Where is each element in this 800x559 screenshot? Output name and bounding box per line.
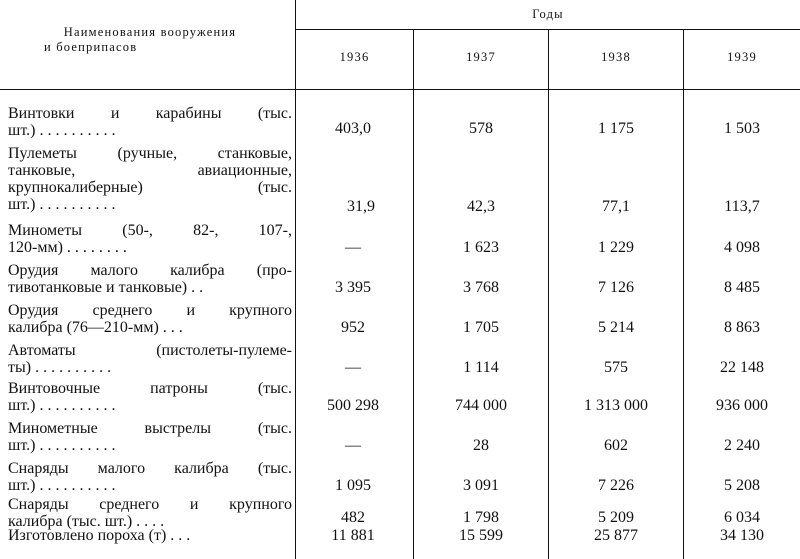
table-cell-1936: 500 298 [327,397,379,414]
table-cell-1938: 5 214 [598,319,634,336]
table-cell-1936: 1 095 [335,477,371,494]
years-group-header: Годы [532,7,564,21]
row-label [8,380,292,414]
table-cell-1937: 15 599 [459,527,503,544]
table-cell-1939: 2 240 [724,437,760,454]
table-cell-1938: 77,1 [602,198,630,215]
table-cell-1936: — [345,437,361,454]
table-cell-1939: 4 098 [724,239,760,256]
table-cell-1938: 1 229 [598,239,634,256]
row-label-line: Автоматы (пистолеты-пулеме- [8,342,292,359]
table-cell-1939: 8 485 [724,279,760,296]
row-label-line: Изготовлено пороха (т) . . . [8,527,191,544]
table-cell-1938: 7 126 [598,279,634,296]
row-label [8,222,292,256]
row-label-line: танковые, авиационные, [8,162,292,179]
row-label [8,460,292,494]
row-label-line: Орудия малого калибра (про- [8,262,292,279]
row-label-line: шт.) . . . . . . . . . . [8,437,116,454]
table-cell-1936: 31,9 [347,198,375,215]
row-label [8,262,292,296]
row-label-line: Минометы (50-, 82-, 107-, [8,222,292,239]
row-label-line: Минометные выстрелы (тыс. [8,420,292,437]
table-cell-1937: 1 623 [463,239,499,256]
table-cell-1939: 113,7 [724,198,760,215]
table-cell-1937: 1 705 [463,319,499,336]
year-header-1937: 1937 [466,50,496,64]
table-cell-1939: 6 034 [724,509,760,526]
year-header-1939: 1939 [727,50,757,64]
row-label [8,145,292,213]
row-label-line: ты) . . . . . . . . . . [8,359,112,376]
table-cell-1936: — [345,239,361,256]
row-label-line: шт.) . . . . . . . . . . [8,122,116,139]
row-label [8,496,292,530]
row-label-line: калибра (тыс. шт.) . . . . [8,513,165,530]
row-label-line: Орудия среднего и крупного [8,302,292,319]
table-cell-1937: 28 [473,437,489,454]
table-cell-1938: 25 877 [594,527,638,544]
table-cell-1937: 578 [469,120,493,137]
table-cell-1937: 744 000 [455,397,507,414]
table-cell-1939: 8 863 [724,319,760,336]
header-rule [296,29,800,30]
table-cell-1936: 482 [341,509,365,526]
table-cell-1939: 5 208 [724,477,760,494]
table-cell-1937: 1 798 [463,509,499,526]
table-cell-1938: 5 209 [598,509,634,526]
row-label-line: Винтовки и карабины (тыс. [8,105,292,122]
table-cell-1938: 7 226 [598,477,634,494]
table-cell-1938: 602 [604,437,628,454]
table-cell-1937: 42,3 [467,198,495,215]
row-label [8,342,292,376]
table-cell-1939: 936 000 [716,397,768,414]
row-label-line: крупнокалиберные) (тыс. [8,179,292,196]
table-cell-1937: 1 114 [463,359,499,376]
table-cell-1936: 952 [341,319,365,336]
row-label-line: шт.) . . . . . . . . . . [8,196,116,213]
table-cell-1938: 575 [604,359,628,376]
row-label [8,527,292,544]
row-label-line: Снаряды среднего и крупного [8,496,292,513]
table-cell-1937: 3 091 [463,477,499,494]
table-cell-1937: 3 768 [463,279,499,296]
table-cell-1936: 3 395 [335,279,371,296]
table-cell-1936: 403,0 [335,120,371,137]
row-label-line: Винтовочные патроны (тыс. [8,380,292,397]
table-cell-1936: — [345,359,361,376]
row-label [8,420,292,454]
table-cell-1939: 1 503 [724,120,760,137]
column-rule [548,30,549,559]
row-label-line: 120-мм) . . . . . . . . [8,239,127,256]
row-label [8,302,292,336]
column-rule [413,30,414,559]
row-label-line: тивотанковые и танковые) . . [8,279,204,296]
table-cell-1936: 11 881 [331,527,375,544]
row-label-line: Пулеметы (ручные, станковые, [8,145,292,162]
row-label [8,105,292,139]
row-label-line: шт.) . . . . . . . . . . [8,397,116,414]
year-header-1936: 1936 [339,50,370,64]
table-cell-1938: 1 313 000 [584,397,648,414]
item-column-header-line-1: Наименования вооружения [63,25,237,39]
row-label-line: шт.) . . . . . . . . . . [8,477,116,494]
table-cell-1939: 34 130 [720,527,764,544]
row-label-line: калибра (76—210-мм) . . . [8,319,183,336]
table-cell-1938: 1 175 [598,120,634,137]
row-label-line: Снаряды малого калибра (тыс. [8,460,292,477]
year-header-1938: 1938 [601,50,631,64]
header-bottom-rule [0,89,800,90]
item-column-header-line-2: и боеприпасов [44,40,138,54]
table-cell-1939: 22 148 [720,359,764,376]
